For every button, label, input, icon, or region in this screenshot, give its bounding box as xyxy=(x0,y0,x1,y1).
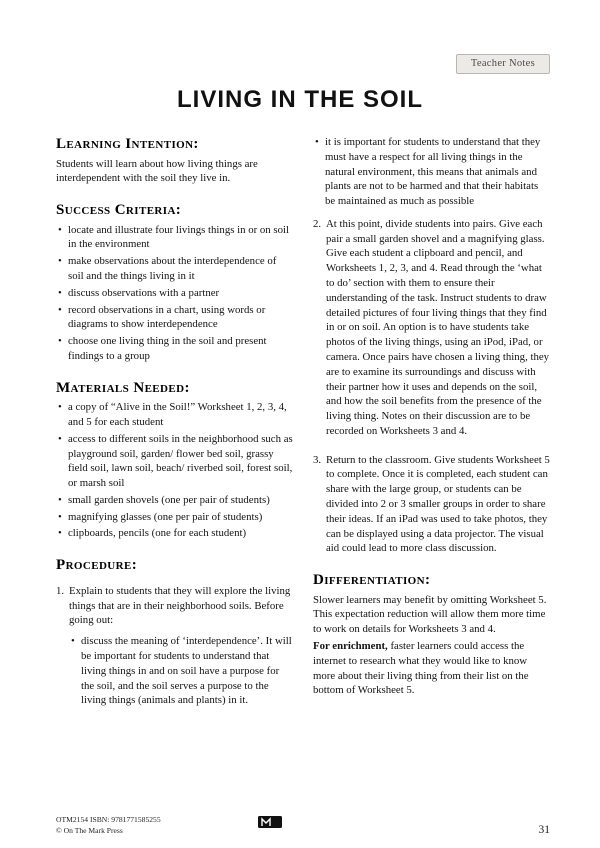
learning-intention-body: Students will learn about how living things are interdependent with the soil they live in. xyxy=(56,157,258,185)
enrichment-paragraph xyxy=(313,639,550,698)
list-item: • choose one living thing in the soil and present findings to a group xyxy=(56,334,293,364)
differentiation-heading: Differentiation: xyxy=(313,572,431,589)
step-number: 1. xyxy=(56,584,65,597)
list-item: • access to different soils in the neighborhood such as playground soil, garden/ flower bed soil, grassy field soil, lawn soil, beach/ riverbed soil, forest soil, or marsh soil xyxy=(56,432,293,491)
list-item: • discuss the meaning of ‘interdependence’. It will be important for students to understand that living things in and on soil have a purpose for the soil, and the soil serves a purpose to the living things (animals and plants) in it. xyxy=(69,634,293,708)
list-item: • record observations in a chart, using words or diagrams to show interdependence xyxy=(56,303,293,333)
page-title: LIVING IN THE SOIL xyxy=(176,86,423,113)
enrichment-body: faster learners could access the internet to research what they would like to know more about their living thing from their list on the bottom of Worksheet 5. xyxy=(313,639,529,697)
footer-code-line: OTM2154 ISBN: 9781771585255 xyxy=(56,815,161,824)
step-text: Return to the classroom. Give students Worksheet 5 to complete. Once it is completed, each student can share with the large group, or students can be divided into 2 or 3 smaller groups in order to share their ideas. If an iPad was used to take photos, they can be displayed using a data projector. The visual aid could lead to more class discussion. xyxy=(326,453,550,555)
procedure-step-1-subbullets-continued xyxy=(313,135,550,209)
list-item: • discuss observations with a partner xyxy=(56,286,293,301)
procedure-step-3 xyxy=(313,453,550,556)
list-item: • small garden shovels (one per pair of students) xyxy=(56,493,293,508)
left-column xyxy=(56,134,293,710)
learning-intention-heading: Learning Intention: xyxy=(56,136,199,152)
teacher-notes-tab xyxy=(456,54,550,74)
materials-needed-heading: Materials Needed: xyxy=(56,379,190,396)
list-item: • locate and illustrate four livings things in or on soil in the environment xyxy=(56,223,293,253)
list-item: • a copy of “Alive in the Soil!” Worksheet 1, 2, 3, 4, and 5 for each student xyxy=(56,400,293,430)
footer-copyright-line: © On The Mark Press xyxy=(56,826,123,835)
footer-publisher-info xyxy=(56,814,161,836)
section-learning-intention xyxy=(56,134,293,186)
procedure-step-2 xyxy=(313,217,550,439)
procedure-step-1-subbullets xyxy=(69,634,293,708)
materials-needed-list xyxy=(56,400,293,541)
teacher-notes-label: Teacher Notes xyxy=(470,58,535,69)
section-differentiation xyxy=(313,570,550,698)
list-item: • clipboards, pencils (one for each student) xyxy=(56,526,293,541)
list-item: • magnifying glasses (one per pair of students) xyxy=(56,510,293,525)
publisher-logo-icon xyxy=(257,814,283,835)
page-footer xyxy=(56,814,550,836)
list-item: • it is important for students to understand that they must have a respect for all living things in the natural environment, this means that animals and plants are not to be harmed and that their habitats be maintained as much as possible xyxy=(313,135,550,209)
procedure-step-1 xyxy=(56,584,293,628)
differentiation-body: Slower learners may benefit by omitting Worksheet 5. This expectation reduction will allow them more time to work on details for Worksheets 3 and 4. xyxy=(313,593,547,636)
success-criteria-list xyxy=(56,223,293,364)
procedure-heading: Procedure: xyxy=(56,557,138,574)
step-text: At this point, divide students into pairs. Give each pair a small garden shovel and a magnifying glass. Give each student a clipboard and pencil, and Worksheets 1, 2, 3, and 4. Read through the ‘what to do’ section with them to ensure their understanding of the task. Instruct students to draw detailed pictures of four living things that they find in or on soil. An option is to have students take photos of the living things, using an iPod, iPad, or camera. Once pairs have chosen a living thing, they are to examine its surroundings and discuss with their partner how it uses and depends on the soil, and how the soil benefits from the presence of the living thing. Notes on their discussion are to be recorded on Worksheets 3 and 4. xyxy=(326,217,550,437)
enrichment-label: For enrichment, xyxy=(313,639,388,652)
section-procedure-continued xyxy=(313,135,550,556)
two-column-layout xyxy=(0,114,600,710)
list-item: • make observations about the interdependence of soil and the things living in it xyxy=(56,254,293,284)
step-number: 2. xyxy=(313,217,322,230)
step-number: 3. xyxy=(313,453,322,466)
right-column xyxy=(313,134,550,710)
step-text: Explain to students that they will explore the living things that are in their neighborhood soils. Before going out: xyxy=(69,584,291,627)
section-success-criteria xyxy=(56,200,293,364)
success-criteria-heading: Success Criteria: xyxy=(56,202,182,219)
section-procedure xyxy=(56,555,293,708)
section-materials-needed xyxy=(56,378,293,542)
page-number: 31 xyxy=(538,824,550,836)
